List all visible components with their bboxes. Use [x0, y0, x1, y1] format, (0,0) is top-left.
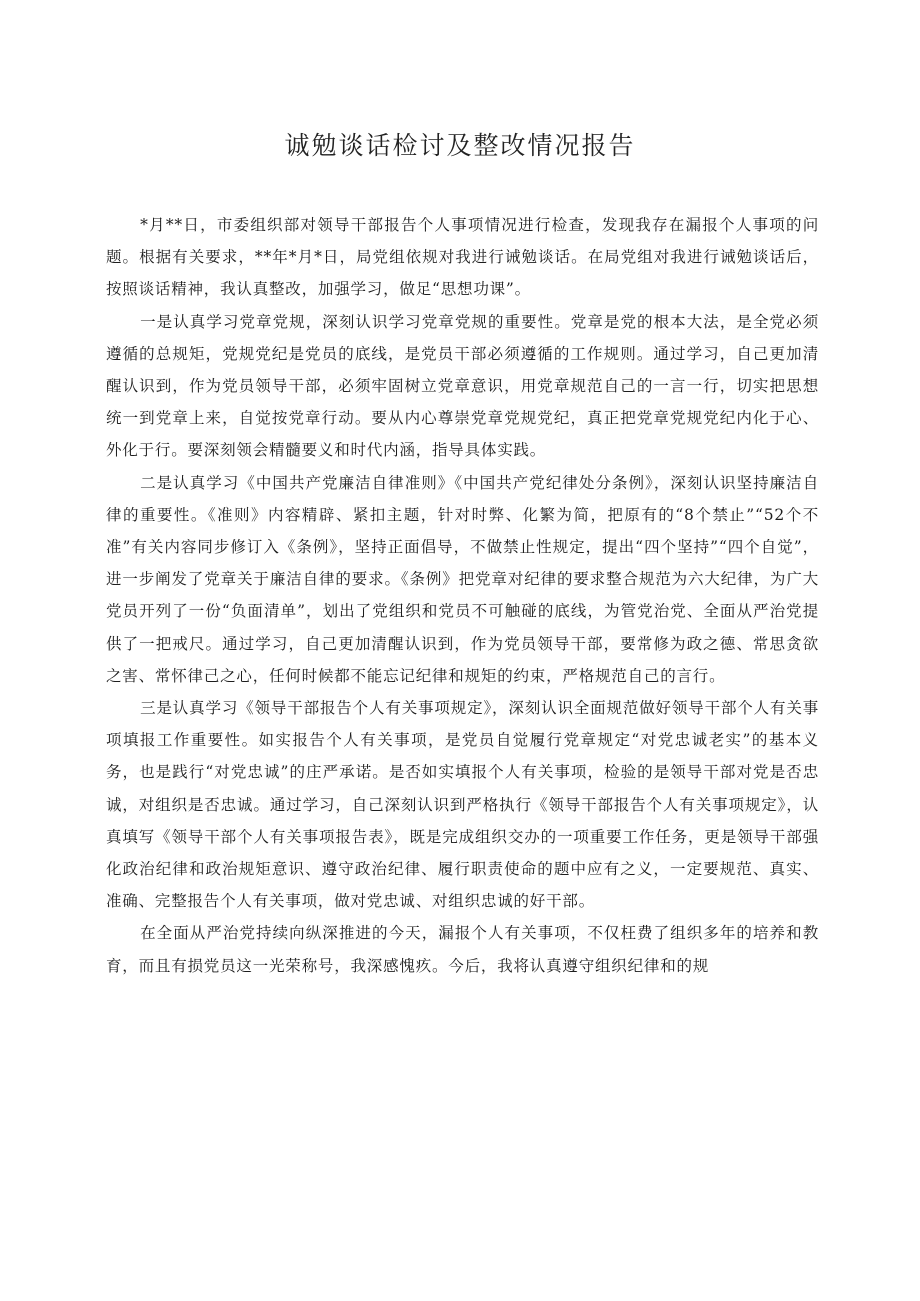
paragraph-personal-matters: 三是认真学习《领导干部报告个人有关事项规定》，深刻认识全面规范做好领导干部个人有关事项填报工作重要性。如实报告个人有关事项，是党员自觉履行党章规定“对党忠诚老实”的基本义务，也是践行“对党忠诚”的庄严承诺。是否如实填报个人有关事项，检验的是领导干部对党是否忠诚，对组织是否忠诚。通过学习，自己深刻认识到严格执行《领导干部报告个人有关事项规定》，认真填写《领导干部个人有关事项报告表》，既是完成组织交办的一项重要工作任务，更是领导干部强化政治纪律和政治规矩意识、遵守政治纪律、履行职责使命的题中应有之义，一定要规范、真实、准确、完整报告个人有关事项，做对党忠诚、对组织忠诚的好干部。 [106, 699, 819, 911]
paragraph-party-constitution: 一是认真学习党章党规，深刻认识学习党章党规的重要性。党章是党的根本大法，是全党必须遵循的总规矩，党规党纪是党员的底线，是党员干部必须遵循的工作规则。通过学习，自己更加清醒认识到，作为党员领导干部，必须牢固树立党章意识，用党章规范自己的一言一行，切实把思想统一到党章上来，自觉按党章行动。要从内心尊崇党章党规党纪，真正把党章党规党纪内化于心、外化于行。要深刻领会精髓要义和时代内涵，指导具体实践。 [106, 312, 819, 460]
paragraph-intro: *月**日，市委组织部对领导干部报告个人事项情况进行检查，发现我存在漏报个人事项的问题。根据有关要求，**年*月*日，局党组依规对我进行诫勉谈话。在局党组对我进行诫勉谈话后，按照谈话精神，我认真整改，加强学习，做足“思想功课”。 [106, 216, 819, 299]
document-body [106, 209, 819, 982]
paragraph-conclusion: 在全面从严治党持续向纵深推进的今天，漏报个人有关事项，不仅枉费了组织多年的培养和教育，而且有损党员这一光荣称号，我深感愧疚。今后，我将认真遵守组织纪律和的规 [106, 924, 819, 975]
document-title: 诚勉谈话检讨及整改情况报告 [284, 131, 636, 160]
paragraph-integrity-rules: 二是认真学习《中国共产党廉洁自律准则》《中国共产党纪律处分条例》，深刻认识坚持廉洁自律的重要性。《准则》内容精辟、紧扣主题，针对时弊、化繁为简，把原有的“8个禁止”“52个不准”有关内容同步修订入《条例》，坚持正面倡导，不做禁止性规定，提出“四个坚持”“四个自觉”，进一步阐发了党章关于廉洁自律的要求。《条例》把党章对纪律的要求整合规范为六大纪律，为广大党员开列了一份“负面清单”，划出了党组织和党员不可触碰的底线，为管党治党、全面从严治党提供了一把戒尺。通过学习，自己更加清醒认识到，作为党员领导干部，要常修为政之德、常思贪欲之害、常怀律己之心，任何时候都不能忘记纪律和规矩的约束，严格规范自己的言行。 [106, 473, 819, 685]
